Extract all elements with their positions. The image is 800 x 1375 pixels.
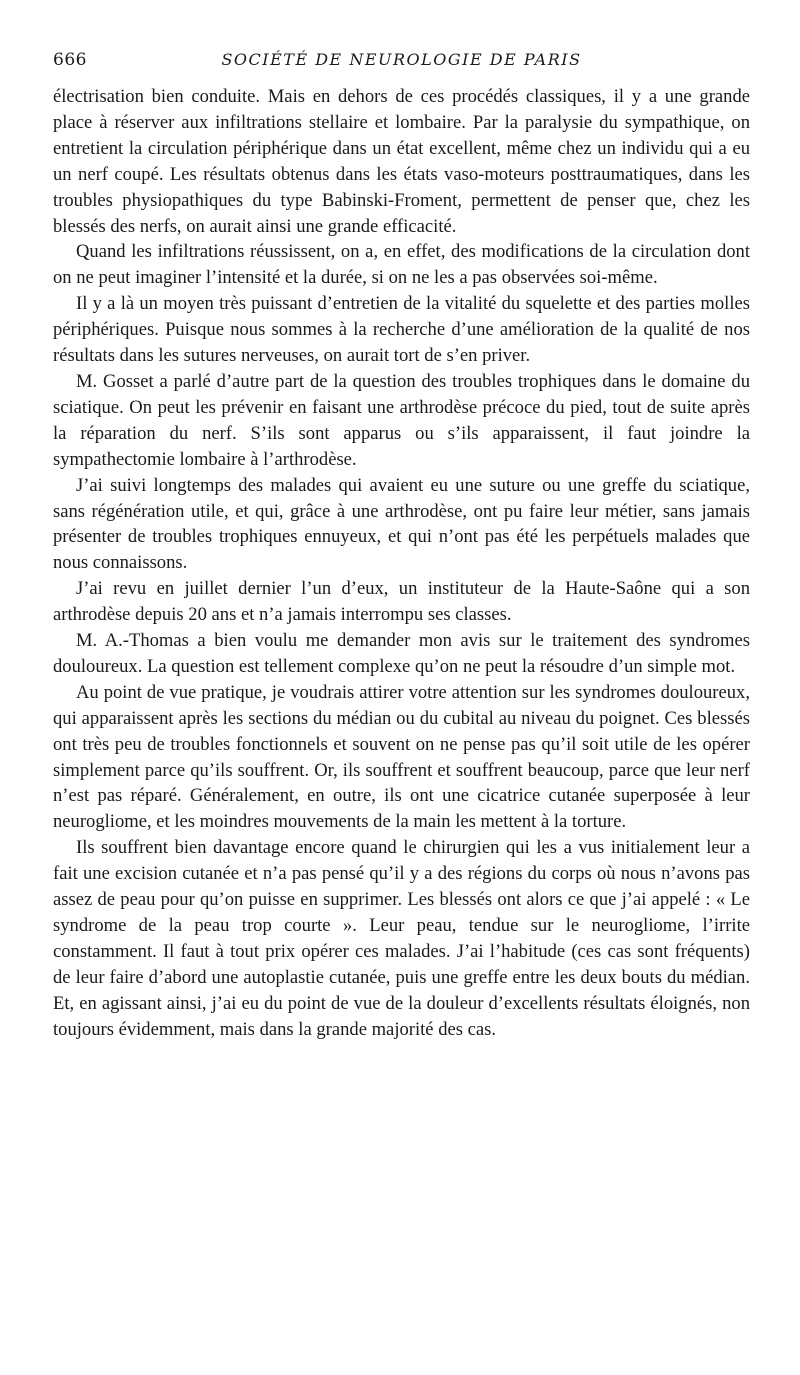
paragraph: M. A.-Thomas a bien voulu me demander mon avis sur le traitement des syndromes douloureux. La question est tellement complexe qu’on ne peut la résoudre d’un simple mot. xyxy=(53,630,750,677)
paragraph: J’ai revu en juillet dernier l’un d’eux, un instituteur de la Haute-Saône qui a son arthrodèse depuis 20 ans et n’a jamais interrompu ses classes. xyxy=(53,578,750,626)
body-text xyxy=(53,84,750,1043)
paragraph: M. Gosset a parlé d’autre part de la question des troubles trophiques dans le domaine du sciatique. On peut les prévenir en faisant une arthrodèse précoce du pied, tout de suite après la réparation du nerf. S’ils sont apparus ou s’ils apparaissent, il faut joindre la sympathectomie lombaire à l’arthrodèse. xyxy=(53,370,750,470)
paragraph: Au point de vue pratique, je voudrais attirer votre attention sur les syndromes douloureux, qui apparaissent après les sections du médian ou du cubital au niveau du poignet. Ces blessés ont très peu de troubles fonctionnels et souvent on ne pense pas qu’il soit utile de les opérer simplement parce qu’ils souffrent. Or, ils souffrent et souffrent beaucoup, parce que leur nerf n’est pas réparé. Généralement, en outre, ils ont une cicatrice cutanée superposée à leur neurogliome, et les moindres mouvements de la main les mettent à la torture. xyxy=(53,681,750,833)
paragraph: J’ai suivi longtemps des malades qui avaient eu une suture ou une greffe du sciatique, sans régénération utile, et qui, grâce à une arthrodèse, ont pu faire leur métier, sans jamais présenter de troubles trophiques ennuyeux, et qui n’ont pas été les perpétuels malades que nous connaissons. xyxy=(53,474,750,574)
paragraph: Ils souffrent bien davantage encore quand le chirurgien qui les a vus initialement leur a fait une excision cutanée et n’a pas pensé qu’il y a des régions du corps où nous n’avons pas assez de peau pour qu’on puisse en supprimer. Les blessés ont alors ce que j’ai appelé : « Le syndrome de la peau trop courte ». Leur peau, tendue sur le neurogliome, l’irrite constamment. Il faut à tout prix opérer ces malades. J’ai l’habitude (ces cas sont fréquents) de leur faire d’abord une autoplastie cutanée, puis une greffe entre les deux bouts du médian. Et, en agissant ainsi, j’ai eu du point de vue de la douleur d’excellents résultats éloignés, non toujours évidemment, mais dans la grande majorité des cas. xyxy=(53,837,750,1040)
running-title: SOCIÉTÉ DE NEUROLOGIE DE PARIS xyxy=(221,50,582,69)
page-header xyxy=(53,50,750,74)
paragraph: électrisation bien conduite. Mais en dehors de ces procédés classiques, il y a une grande place à réserver aux infiltrations stellaire et lombaire. Par la paralysie du sympathique, on entretient la circulation périphérique dans un état excellent, même chez un individu qui a eu un nerf coupé. Les résultats obtenus dans les états vaso-moteurs posttraumatiques, dans les troubles physiopathiques du type Babinski-Froment, permettent de penser que, chez les blessés des nerfs, on aurait ainsi une grande efficacité. xyxy=(53,86,750,237)
paragraph: Il y a là un moyen très puissant d’entretien de la vitalité du squelette et des parties molles périphériques. Puisque nous sommes à la recherche d’une amélioration de la qualité de nos résultats dans les sutures nerveuses, on aurait tort de s’en priver. xyxy=(53,293,750,367)
page-number: 666 xyxy=(53,50,87,70)
paragraph: Quand les infiltrations réussissent, on a, en effet, des modifications de la circulation dont on ne peut imaginer l’intensité et la durée, si on ne les a pas observées soi-même. xyxy=(53,241,750,289)
